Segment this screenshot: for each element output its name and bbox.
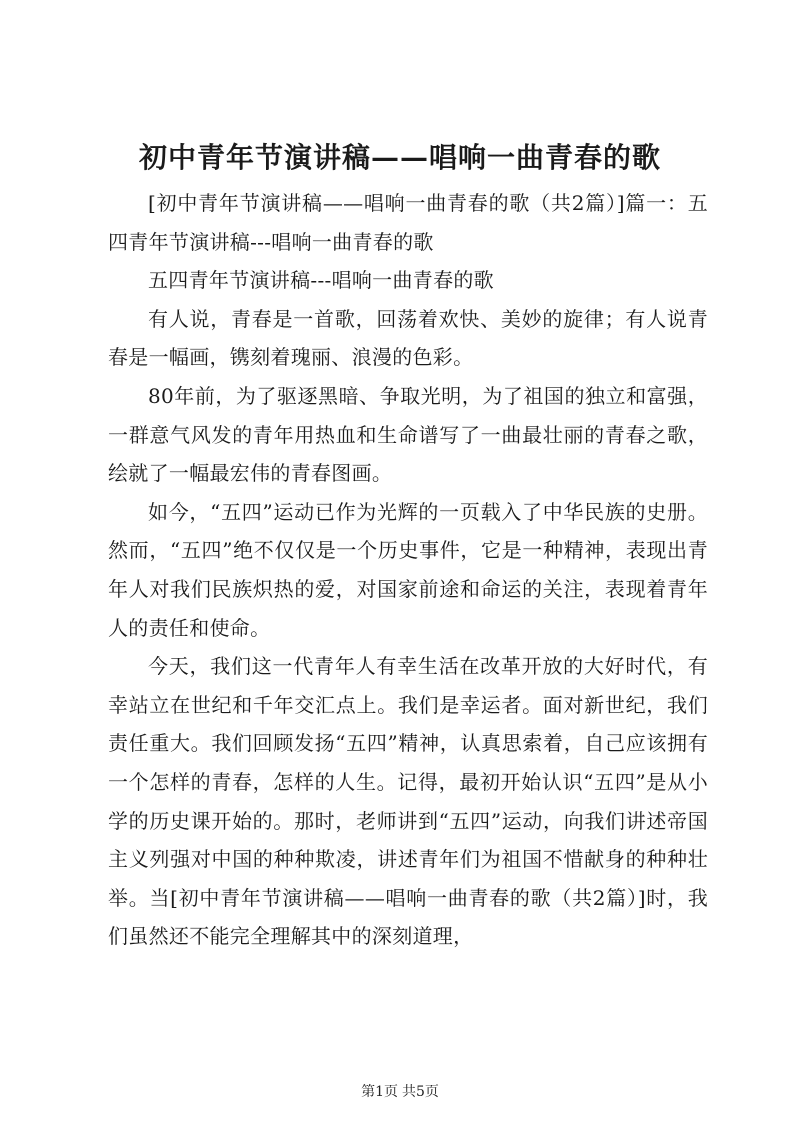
page-number: 第1页 bbox=[361, 1084, 398, 1100]
document-title: 初中青年节演讲稿——唱响一曲青春的歌 bbox=[138, 141, 661, 174]
paragraph: 有人说，青春是一首歌，回荡着欢快、美妙的旋律；有人说青春是一幅画，镌刻着瑰丽、浪漫的色彩。 bbox=[108, 306, 708, 370]
document-body bbox=[108, 184, 708, 956]
paragraph: 五四青年节演讲稿---唱响一曲青春的歌 bbox=[148, 268, 494, 293]
page-total: 共5页 bbox=[402, 1084, 439, 1100]
paragraph: 如今，“五四”运动已作为光辉的一页载入了中华民族的史册。然而，“五四”绝不仅仅是一个历史事件，它是一种精神，表现出青年人对我们民族炽热的爱，对国家前途和命运的关注，表现着青年人的责任和使命。 bbox=[108, 499, 708, 640]
paragraph: 80年前，为了驱逐黑暗、争取光明，为了祖国的独立和富强，一群意气风发的青年用热血和生命谱写了一曲最壮丽的青春之歌，绘就了一幅最宏伟的青春图画。 bbox=[108, 383, 708, 486]
paragraph: [初中青年节演讲稿——唱响一曲青春的歌（共2篇）]篇一：五四青年节演讲稿---唱响一曲青春的歌 bbox=[108, 191, 708, 254]
page-footer bbox=[0, 1082, 800, 1102]
paragraph: 今天，我们这一代青年人有幸生活在改革开放的大好时代，有幸站立在世纪和千年交汇点上。我们是幸运者。面对新世纪，我们责任重大。我们回顾发扬“五四”精神，认真思索着，自己应该拥有一个怎样的青春，怎样的人生。记得，最初开始认识“五四”是从小学的历史课开始的。那时，老师讲到“五四”运动，向我们讲述帝国主义列强对中国的种种欺凌，讲述青年们为祖国不惜献身的种种壮举。当[初中青年节演讲稿——唱响一曲青春的歌（共2篇）]时，我们虽然还不能完全理解其中的深刻道理， bbox=[108, 654, 708, 949]
